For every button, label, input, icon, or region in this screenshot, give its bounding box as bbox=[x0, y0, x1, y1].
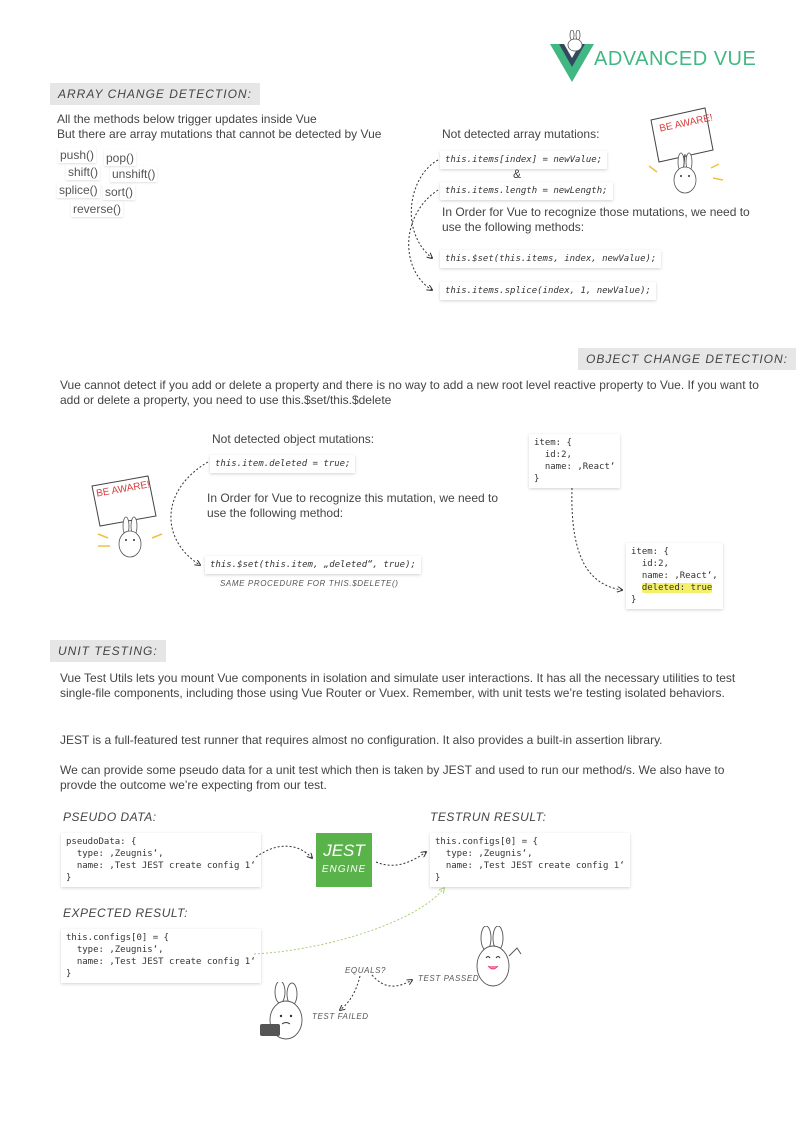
testrun-line: } bbox=[435, 873, 441, 883]
method-pop: pop() bbox=[106, 151, 135, 165]
expected-line: name: ‚Test JEST create config 1‘ bbox=[66, 957, 256, 967]
unit-paragraph-3: We can provide some pseudo data for a unit test which then is taken by JEST and used to run our method/s. We also have to provde the outcome we’re expecting from our test. bbox=[60, 763, 725, 792]
unit-section-label: UNIT TESTING: bbox=[50, 640, 166, 662]
arrow-array-2 bbox=[409, 190, 438, 290]
test-failed-label: TEST FAILED bbox=[312, 1012, 369, 1021]
array-mutation-1-text: this.items[index] = newValue; bbox=[445, 155, 603, 165]
arrow-item bbox=[572, 488, 622, 590]
item-after-line: id:2, bbox=[631, 559, 669, 569]
method-unshift: unshift() bbox=[112, 167, 156, 181]
object-section-label: OBJECT CHANGE DETECTION: bbox=[578, 348, 796, 370]
testrun-line: this.configs[0] = { bbox=[435, 837, 538, 847]
item-after-end: } bbox=[631, 595, 637, 605]
arrow-pseudo-jest bbox=[256, 846, 312, 858]
object-order-text: In Order for Vue to recognize this mutation, we need to use the following method: bbox=[207, 491, 499, 520]
pseudo-line: } bbox=[66, 873, 72, 883]
method-shift: shift() bbox=[68, 165, 98, 179]
unit-paragraph-1: Vue Test Utils lets you mount Vue components in isolation and simulate user interactions. It has all the necessary utilities to test single-file components, including those using Vue Router or Vuex. Remember, with unit tests we’re testing isolated behaviors. bbox=[60, 671, 736, 700]
array-not-detected: Not detected array mutations: bbox=[442, 127, 600, 141]
jest-subtitle: ENGINE bbox=[321, 864, 367, 875]
arrow-equals-failed bbox=[340, 976, 360, 1010]
pseudo-line: name: ‚Test JEST create config 1‘ bbox=[66, 861, 256, 871]
array-intro-1: All the methods below trigger updates inside Vue bbox=[57, 112, 317, 126]
array-order-text: In Order for Vue to recognize those mutations, we need to use the following methods: bbox=[442, 205, 750, 234]
equals-label: EQUALS? bbox=[345, 966, 387, 975]
be-aware-text-top: BE AWARE! bbox=[658, 112, 714, 135]
item-before-line: id:2, bbox=[534, 450, 572, 460]
jest-title: JEST bbox=[323, 841, 365, 860]
testrun-line: type: ‚Zeugnis‘, bbox=[435, 849, 533, 859]
test-passed-label: TEST PASSED bbox=[418, 974, 480, 983]
testrun-label: TESTRUN RESULT: bbox=[430, 810, 547, 824]
pseudo-data-label: PSEUDO DATA: bbox=[63, 810, 157, 824]
array-mutation-2-text: this.items.length = newLength; bbox=[445, 186, 608, 196]
arrow-jest-testrun bbox=[376, 852, 426, 865]
item-before-line: name: ‚React‘ bbox=[534, 462, 616, 472]
arrow-equals-passed bbox=[372, 975, 412, 986]
object-fix-text: this.$set(this.item, „deleted“, true); bbox=[210, 560, 416, 570]
expected-line: this.configs[0] = { bbox=[66, 933, 169, 943]
header-title: ADVANCED VUE bbox=[594, 48, 757, 70]
item-after-line: name: ‚React‘, bbox=[631, 571, 718, 581]
object-not-detected: Not detected object mutations: bbox=[212, 432, 375, 446]
expected-label: EXPECTED RESULT: bbox=[63, 906, 188, 920]
item-before-line: } bbox=[534, 474, 540, 484]
method-splice: splice() bbox=[59, 183, 98, 197]
arrow-expected-testrun bbox=[254, 888, 444, 954]
array-intro-2: But there are array mutations that cannot be detected by Vue bbox=[57, 127, 382, 141]
item-after-line: item: { bbox=[631, 547, 669, 557]
method-reverse: reverse() bbox=[73, 202, 122, 216]
be-aware-text-left: BE AWARE! bbox=[95, 479, 151, 500]
pseudo-line: pseudoData: { bbox=[66, 837, 137, 847]
unit-paragraph-2: JEST is a full-featured test runner that requires almost no configuration. It also provides a built-in assertion library. bbox=[60, 733, 663, 747]
expected-line: } bbox=[66, 969, 72, 979]
arrow-object bbox=[171, 462, 208, 565]
object-same-procedure: SAME PROCEDURE FOR THIS.$DELETE() bbox=[220, 579, 399, 588]
item-before-line: item: { bbox=[534, 438, 572, 448]
array-fix-1-text: this.$set(this.items, index, newValue); bbox=[445, 254, 657, 264]
arrow-array-1 bbox=[411, 160, 438, 258]
array-fix-2-text: this.items.splice(index, 1, newValue); bbox=[445, 286, 651, 296]
object-intro: Vue cannot detect if you add or delete a property and there is no way to add a new root level reactive property to Vue. If you want to add or delete a property, you need to use this.$set/this.$delete bbox=[60, 378, 759, 407]
object-mutation-text: this.item.deleted = true; bbox=[215, 459, 351, 469]
pseudo-line: type: ‚Zeugnis‘, bbox=[66, 849, 164, 859]
expected-line: type: ‚Zeugnis‘, bbox=[66, 945, 164, 955]
method-push: push() bbox=[60, 148, 95, 162]
array-amp: & bbox=[513, 167, 522, 181]
array-section-label: ARRAY CHANGE DETECTION: bbox=[50, 83, 260, 105]
method-sort: sort() bbox=[105, 185, 133, 199]
item-after-highlight: deleted: true bbox=[641, 583, 713, 593]
testrun-line: name: ‚Test JEST create config 1‘ bbox=[435, 861, 625, 871]
